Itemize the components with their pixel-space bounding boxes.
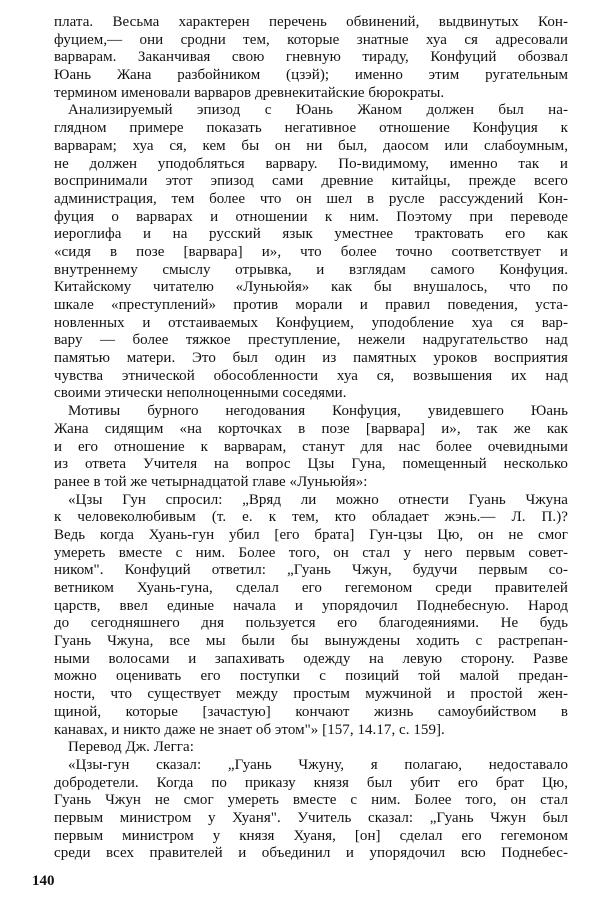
text-line: иероглифа и на русский язык уместнее трактовать его как: [54, 226, 568, 243]
text-line: и его отношение к варварам, станут для нас более очевидными: [54, 438, 568, 455]
text-line: не должен уподобляться варвару. По-видимому, именно так и: [54, 155, 568, 172]
text-line: из ответа Учителя на вопрос Цзы Гуна, помещенный несколько: [54, 456, 568, 473]
text-line: варварам; хуа ся, кем бы он ни был, даосом или слабоумным,: [54, 137, 568, 154]
text-line: можно оценивать его поступки с позиций той малой предан-: [54, 668, 568, 685]
text-line: Китайскому читателю «Луньюйя» как бы внушалось, что по: [54, 279, 568, 296]
text-line: ником". Конфуций ответил: „Гуань Чжун, будучи первым со-: [54, 562, 568, 579]
text-line: Юань Жана разбойником (цзэй); именно этим ругательным: [54, 67, 568, 84]
text-line: первым министром у Хуаня". Учитель сказал: „Гуань Чжун был: [54, 809, 568, 826]
text-line: варварам. Заканчивая свою гневную тираду, Конфуций обозвал: [54, 49, 568, 66]
text-line: Гуань Чжуна, все мы были бы вынуждены ходить с растрепан-: [54, 633, 568, 650]
text-line: до сегодняшнего дня пользуется его благодеяниями. Не будь: [54, 615, 568, 632]
text-line: администрация, тем более что он шел в русле рассуждений Кон-: [54, 190, 568, 207]
text-line: шкале «преступлений» против морали и правил поведения, уста-: [54, 297, 568, 313]
text-line: умереть вместе с ним. Более того, он стал у него первым совет-: [54, 544, 568, 561]
text-line: чувства этнической обособленности хуа ся, возвышения их над: [54, 367, 568, 384]
text-line: фуцием,— они сродни тем, которые знатные хуа ся адресовали: [54, 31, 568, 48]
text-line: памятью матери. Это был один из памятных уроков восприятия: [54, 350, 568, 367]
text-line: внутреннему смыслу отрывка, и взглядам самого Конфуция.: [54, 261, 568, 278]
text-line: вару — более тяжкое преступление, нежели надругательство над: [54, 332, 568, 349]
text-line: Жана сидящим «на корточках в позе [варвара] и», так же как: [54, 420, 568, 437]
text-line: ранее в той же четырнадцатой главе «Луньюйя»:: [54, 473, 368, 490]
text-line: первым министром у князя Хуаня, [он] сделал его гегемоном: [54, 827, 568, 844]
text-line: ными волосами и запахивать одежду на левую сторону. Разве: [54, 650, 568, 667]
text-line: «Цзы Гун спросил: „Вряд ли можно отнести Гуань Чжуна: [68, 491, 568, 508]
text-line: к человеколюбивым (т. е. к тем, кто обладает жэнь.— Л. П.)?: [54, 509, 568, 526]
text-line: Гуань Чжун не смог умереть вместе с ним. Более того, он стал: [54, 792, 568, 809]
text-line: ветником Хуань-гуна, сделал его гегемоном среди правителей: [54, 580, 568, 596]
text-line: плата. Весьма характерен перечень обвинений, выдвинутых Кон-: [54, 14, 568, 30]
text-line: «Цзы-гун сказал: „Гуань Чжуну, я полагаю, недоставало: [68, 756, 568, 773]
text-line: щиной, которые [зачастую] кончают жизнь самоубийством в: [54, 703, 568, 720]
text-line: Перевод Дж. Легга:: [68, 739, 194, 756]
text-line: новленных и отстаиваемых Конфуцием, уподобление хуа ся вар-: [54, 314, 568, 331]
text-line: термином именовали варваров древнекитайские бюрократы.: [54, 84, 445, 101]
text-line: «сидя в позе [варвара] и», что более точно соответствует и: [54, 243, 568, 260]
text-line: канавах, и никто даже не знает об этом"» [157, 14.17, с. 159].: [54, 721, 445, 738]
text-line: своими этически неполноценными соседями.: [54, 385, 347, 402]
text-line: добродетели. Когда по приказу князя был убит его брат Цю,: [54, 774, 568, 791]
text-line: фуция о варварах и отношении к ним. Поэтому при переводе: [54, 208, 568, 225]
text-line: царств, ввел единые начала и упорядочил Поднебесную. Народ: [54, 597, 568, 614]
text-line: ности, что существует между простым мужчиной и простой жен-: [54, 686, 568, 703]
page-number: 140: [32, 873, 55, 889]
text-line: глядном примере показать негативное отношение Конфуция к: [54, 120, 568, 137]
page-text: [54, 14, 568, 863]
text-line: Анализируемый эпизод с Юань Жаном должен был на-: [68, 102, 568, 119]
text-line: Ведь когда Хуань-гун убил [его брата] Гун-цзы Цю, он не смог: [54, 526, 568, 543]
text-line: Мотивы бурного негодования Конфуция, увидевшего Юань: [68, 403, 568, 420]
text-line: воспринимали этот эпизод сами древние китайцы, прежде всего: [54, 173, 568, 190]
text-line: среди всех правителей и объединил и упорядочил всю Поднебес-: [54, 845, 568, 862]
